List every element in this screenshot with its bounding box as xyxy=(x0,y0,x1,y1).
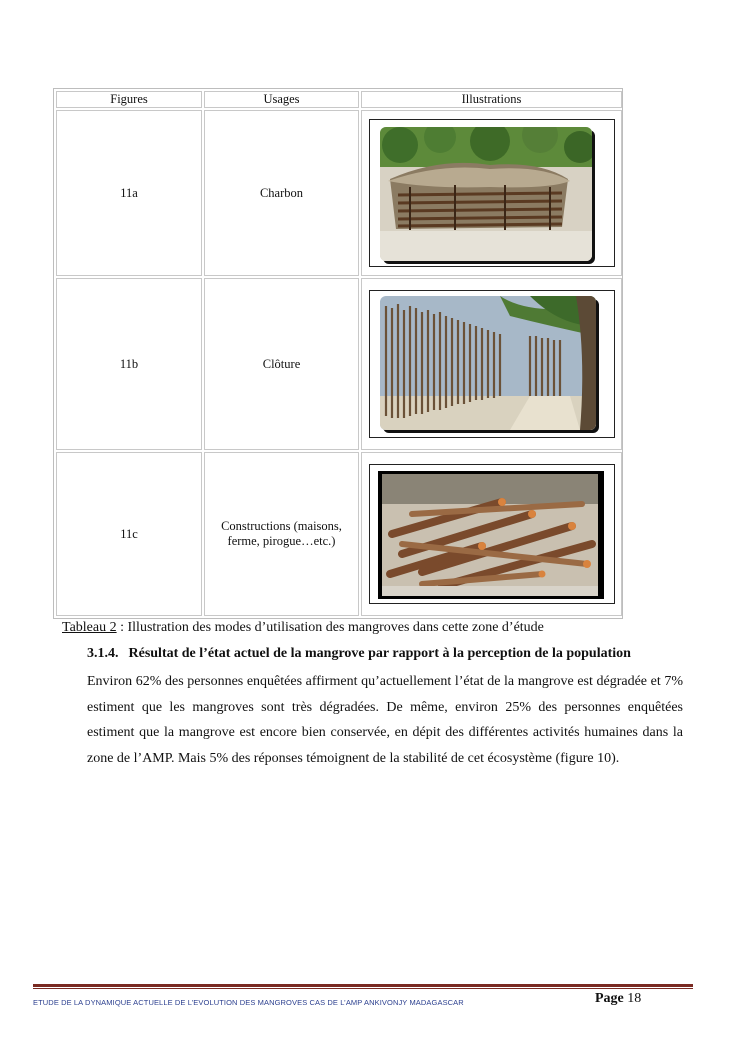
figure-cell: 11c xyxy=(56,452,202,616)
table-caption xyxy=(62,620,544,636)
page-number-value: 18 xyxy=(627,991,642,1006)
body-paragraph: Environ 62% des personnes enquêtées affirment qu’actuellement l’état de la mangrove est dégradée et 7% estiment que les mangroves sont très dégradées. De même, environ 25% des personnes enquêtées estiment que la mangrove est encore bien conservée, en dépit des différentes activités humaines dans la zone de l’AMP. Mais 5% des réponses témoignent de la stabilité de cet écosystème (figure 10). xyxy=(87,674,683,766)
figure-cell: 11a xyxy=(56,110,202,276)
header-illustrations: Illustrations xyxy=(361,91,622,108)
wood-pile-photo xyxy=(382,474,598,596)
usage-cell: Clôture xyxy=(204,278,359,450)
charcoal-kiln-photo xyxy=(380,127,592,261)
section-title: Résultat de l’état actuel de la mangrove par rapport à la perception de la population xyxy=(128,646,631,661)
photo-frame xyxy=(369,464,615,604)
photo-frame xyxy=(369,119,615,267)
table-row xyxy=(56,452,622,616)
usage-table xyxy=(54,89,624,618)
fence-photo xyxy=(380,296,596,430)
caption-text: : Illustration des modes d’utilisation des mangroves dans cette zone d’étude xyxy=(116,620,544,635)
page-number xyxy=(595,991,641,1007)
footer-rule xyxy=(33,984,693,987)
footer-rule-thin xyxy=(33,988,693,989)
usage-cell: Constructions (maisons, ferme, pirogue…etc.) xyxy=(204,452,359,616)
figure-cell: 11b xyxy=(56,278,202,450)
header-usages: Usages xyxy=(204,91,359,108)
usage-table-frame xyxy=(53,88,623,619)
usage-cell: Charbon xyxy=(204,110,359,276)
section-heading xyxy=(87,646,631,662)
table-row xyxy=(56,278,622,450)
table-reference: Tableau 2 xyxy=(62,620,117,635)
table-row xyxy=(56,110,622,276)
illustration-cell xyxy=(361,452,622,616)
photo-frame xyxy=(369,290,615,438)
header-figures: Figures xyxy=(56,91,202,108)
illustration-cell xyxy=(361,110,622,276)
footer-title: ETUDE DE LA DYNAMIQUE ACTUELLE DE L’EVOLUTION DES MANGROVES CAS DE L’AMP ANKIVONJY MADAGASCAR xyxy=(33,998,464,1007)
table-header-row xyxy=(56,91,622,108)
illustration-cell xyxy=(361,278,622,450)
section-number: 3.1.4. xyxy=(87,646,119,661)
page-label: Page xyxy=(595,991,624,1006)
